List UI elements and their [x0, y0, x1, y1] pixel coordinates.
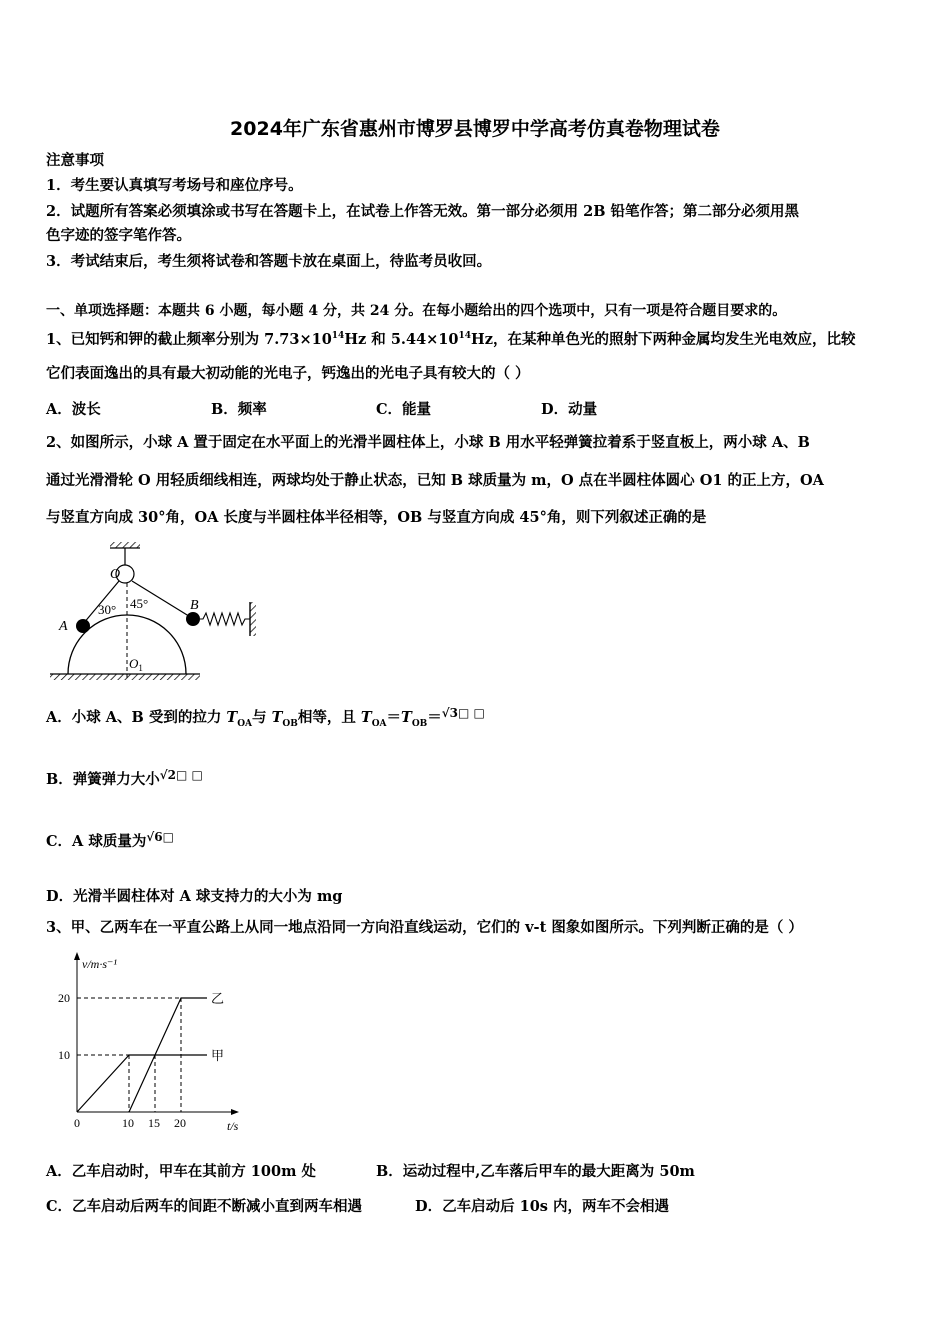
x-tick-label: 0	[74, 1116, 80, 1130]
q1-option-c: C．能量	[376, 401, 432, 418]
x-tick-label: 20	[174, 1116, 186, 1130]
q2-line2: 通过光滑滑轮 O 用轻质细线相连，两球均处于静止状态，已知 B 球质量为 m，O 点在半圆柱体圆心 O1 的正上方，OA	[46, 472, 824, 489]
q2-option-c: C．A 球质量为$^{√6□}$	[46, 830, 174, 850]
series-label: 甲	[211, 1048, 225, 1063]
q3-line1: 3、甲、乙两车在一平直公路上从同一地点沿同一方向沿直线运动，它们的 v-t 图象如图所示。下列判断正确的是（ ）	[46, 919, 803, 936]
label-a: A	[59, 619, 68, 634]
q2-figure	[40, 538, 270, 688]
section-heading: 一、单项选择题：本题共 6 小题，每小题 4 分，共 24 分。在每小题给出的四个选项中，只有一项是符合题目要求的。	[46, 303, 787, 319]
q2-line3: 与竖直方向成 30°角，OA 长度与半圆柱体半径相等，OB 与竖直方向成 45°角，则下列叙述正确的是	[46, 509, 707, 526]
label-o1: $O_1$	[129, 656, 143, 673]
q3-option-a: A．乙车启动时，甲车在其前方 100m 处	[46, 1163, 316, 1180]
q3-option-c: C．乙车启动后两车的间距不断减小直到两车相遇	[46, 1198, 363, 1215]
x-axis-arrow	[231, 1109, 239, 1115]
q2-line1: 2、如图所示，小球 A 置于固定在水平面上的光滑半圆柱体上，小球 B 用水平轻弹簧拉着系于竖直板上，两小球 A、B	[46, 434, 810, 451]
notice-item-3: 3．考试结束后，考生须将试卷和答题卡放在桌面上，待监考员收回。	[46, 253, 492, 270]
page-title: 2024年广东省惠州市博罗县博罗中学高考仿真卷物理试卷	[230, 118, 720, 140]
label-angle30: 30°	[98, 602, 117, 617]
q1-line1: 1、已知钙和钾的截止频率分别为 $7.73\times 10^{14}Hz$ 和 $5.44\times 10^{14}Hz$，在某种单色光的照射下两种金属均发生光电效应，比较	[46, 330, 856, 348]
label-b: B	[190, 598, 199, 613]
q1-line2: 它们表面逸出的具有最大初动能的光电子，钙逸出的光电子具有较大的（ ）	[46, 365, 530, 382]
q3-option-b: B．运动过程中,乙车落后甲车的最大距离为 50m	[376, 1163, 695, 1180]
wall-hatch	[250, 602, 256, 636]
ball-b	[186, 612, 200, 626]
q3-option-d: D．乙车启动后 10s 内，两车不会相遇	[415, 1198, 670, 1215]
y-axis-label: v/m·s⁻¹	[82, 957, 117, 971]
x-tick-label: 15	[148, 1116, 160, 1130]
label-o: O	[110, 567, 121, 582]
notice-item-2: 2．试题所有答案必须填涂或书写在答题卡上，在试卷上作答无效。第一部分必须用 2B 铅笔作答；第二部分必须用黑	[46, 203, 800, 220]
ceiling-hatch	[110, 542, 140, 548]
x-tick-label: 10	[122, 1116, 134, 1130]
y-tick-label: 20	[58, 991, 70, 1005]
label-angle45: 45°	[130, 596, 149, 611]
spring	[200, 613, 250, 625]
q2-option-d: D．光滑半圆柱体对 A 球支持力的大小为 mg	[46, 888, 343, 905]
ground-hatch	[50, 674, 200, 680]
notice-heading: 注意事项	[46, 152, 104, 169]
y-axis-arrow	[74, 952, 80, 960]
y-tick-label: 10	[58, 1048, 70, 1062]
q2-option-a: A．小球 A、B 受到的拉力 $T_{OA}$与 $T_{OB}$相等，且 $T_{OA}=T_{OB}=^{√3□ □}$	[46, 706, 485, 729]
vt-chart	[40, 950, 280, 1140]
q1-option-a: A．波长	[46, 401, 101, 418]
ball-a	[76, 619, 90, 633]
notice-item-1: 1．考生要认真填写考场号和座位序号。	[46, 177, 303, 194]
series-label: 乙	[211, 991, 225, 1006]
q1-option-d: D．动量	[541, 401, 598, 418]
x-axis-label: t/s	[227, 1119, 239, 1133]
q1-option-b: B．频率	[211, 401, 267, 418]
q2-option-b: B．弹簧弹力大小$^{√2□ □}$	[46, 768, 203, 788]
notice-item-2-cont: 色字迹的签字笔作答。	[46, 227, 191, 244]
